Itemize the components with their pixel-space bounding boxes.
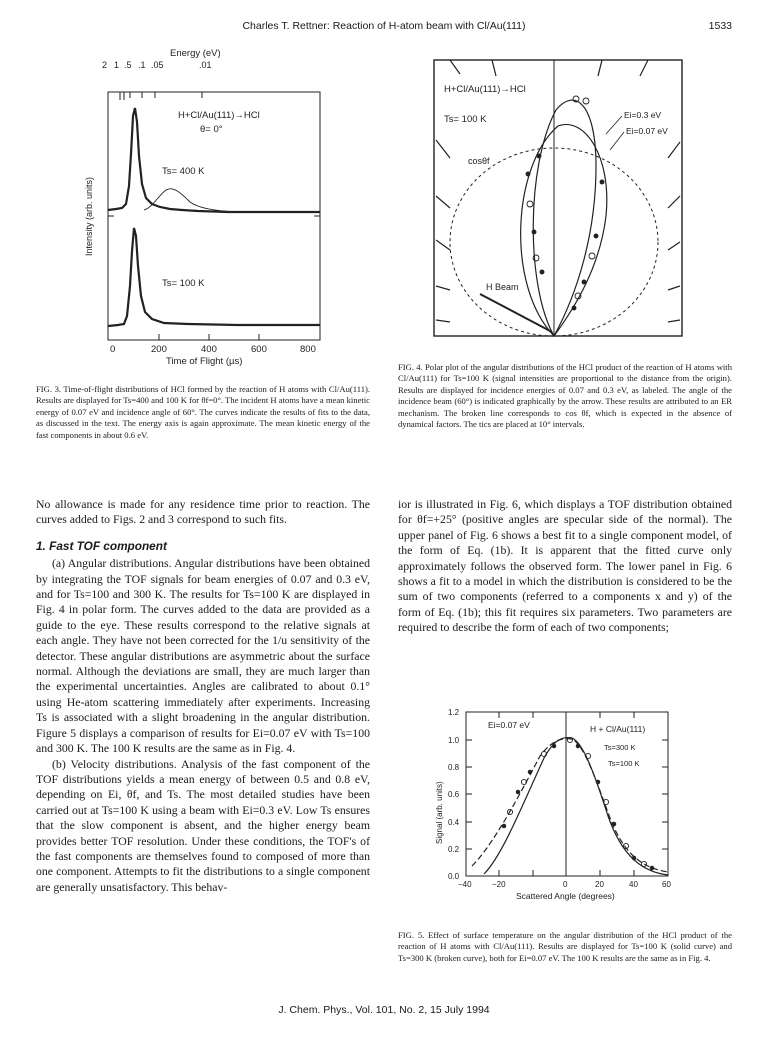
fig3-angle-label: θ= 0°	[200, 124, 223, 135]
figure-3	[78, 46, 338, 366]
fig5-y-tick-label: 0.2	[448, 845, 460, 854]
fig3-reaction-label: H+Cl/Au(111)→HCl	[178, 110, 260, 121]
fig5-ts100-curve	[484, 738, 668, 875]
fig4-caption: FIG. 4. Polar plot of the angular distributions of the HCl product of the reaction of H atoms with Cl/Au(111) for Ts=100 K (signal intensities are proportional to the distance from the origin). Results are displayed for incidence energies of 0.07 and 0.3 eV, as labeled. The angle of the incidence beam (60°) is indicated graphically by the arrow. These results are attributed to an ER mechanism. The broken line corresponds to cos θf, which is expected in the absence of dynamical factors. The tics are placed at 10° intervals.	[398, 362, 732, 430]
fig4-reaction-label: H+Cl/Au(111)→HCl	[444, 84, 526, 95]
fig3-x-ticks	[110, 344, 316, 355]
fig3-x-tick-label: 200	[151, 344, 167, 355]
paragraph: No allowance is made for any residence time prior to reaction. The curves added to Figs. 2 and 3 correspond to such fits.	[36, 497, 370, 527]
paragraph: (b) Velocity distributions. Analysis of the fast component of the TOF distributions yields a mean energy of between 0.5 and 0.8 eV, depending on Ei, θf, and Ts. The most detailed studies have been carried out at Ts=100 K using a beam with Ei=0.3 eV. Low Ts ensures that the slow component is absent, and the higher energy beam provides better TOF resolution. Under these conditions, the TOF's of the fast components are themselves found to composed of more than one component. Attempts to fit the distributions to a single component are generally unsatisfactory. This behav-	[36, 756, 370, 894]
fig3-x-tick-label: 0	[110, 344, 116, 355]
fig3-top-tick-label: .05	[151, 60, 164, 70]
left-column	[36, 497, 370, 895]
fig5-x-ticks	[458, 880, 671, 889]
fig5-y-ticks	[448, 708, 460, 881]
fig3-top-axis-title: Energy (eV)	[170, 48, 221, 59]
fig5-ylabel: Signal (arb. units)	[435, 781, 444, 844]
running-title: Charles T. Rettner: Reaction of H-atom beam with Cl/Au(111)	[242, 20, 526, 32]
fig4-ts-label: Ts= 100 K	[444, 114, 487, 125]
running-header	[36, 20, 732, 36]
fig3-ts400-label: Ts= 400 K	[162, 166, 205, 177]
fig4-frame	[434, 60, 682, 336]
fig5-x-tick-label: 0	[563, 880, 568, 889]
paragraph: (a) Angular distributions. Angular distributions have been obtained by integrating the TOF signals for beam energies of 0.07 and 0.3 eV, and for Ts=100 and 300 K. The results for Ts=100 K are displayed in Fig. 4 in polar form. The curves added to the data are provided as a guide to the eye. These results correspond to the relative signals at each angle. They have not been corrected for the 1/u sensitivity of the detector. These angular distributions are asymmetric about the surface normal. Although the deviations are small, they are much larger than the experimental uncertainties. Angles are calibrated to about 0.1° using He-atom scattering immediately after experiments. Increasing Ts is associated with a slight broadening in the angular distribution. Figure 5 displays a comparison of results for Ei=0.07 eV with Ts=100 and 300 K. The 100 K results are the same as in Fig. 4.	[36, 556, 370, 756]
fig4-e03-leader	[606, 116, 622, 134]
fig4-e007-label: Ei=0.07 eV	[626, 126, 668, 136]
fig3-top-tick-label: 1	[114, 60, 120, 70]
paragraph: ior is illustrated in Fig. 6, which displays a TOF distribution obtained for θf=+25° (positive angles are specular side of the normal). The upper panel of Fig. 6 shows a best fit to a single component model, of the form of Eq. (1b). It is apparent that the fitted curve only approximately follows the observed form. The lower panel in Fig. 6 shows a fit to a model in which the distribution is considered to be the sum of two components (referred to a components x and y) of the form of Eq. (1b); this fit requires six parameters. Two parameters are required to describe the form of each of two components;	[398, 497, 732, 635]
fig3-ts100-label: Ts= 100 K	[162, 278, 205, 289]
fig5-data-points	[502, 737, 654, 869]
section-heading: 1. Fast TOF component	[36, 538, 167, 553]
fig5-y-tick-label: 0.6	[448, 790, 460, 799]
fig3-top-tick-label: .5	[124, 60, 132, 70]
right-column	[398, 497, 732, 636]
fig3-ylabel: Intensity (arb. units)	[84, 176, 94, 256]
figure-4	[426, 46, 690, 346]
fig5-xlabel: Scattered Angle (degrees)	[516, 891, 615, 901]
fig5-y-tick-label: 0.8	[448, 763, 460, 772]
fig3-top-tick-label: 2	[102, 60, 108, 70]
fig3-x-tick-label: 800	[300, 344, 316, 355]
fig5-x-tick-label: −40	[458, 880, 472, 889]
fig4-e007-leader	[610, 132, 624, 150]
fig5-y-tick-label: 1.2	[448, 708, 460, 717]
journal-footer: J. Chem. Phys., Vol. 101, No. 2, 15 July 1994	[278, 1004, 490, 1016]
fig4-e03-label: Ei=0.3 eV	[624, 110, 662, 120]
fig4-cos-label: cosθf	[468, 156, 490, 166]
fig3-caption: FIG. 3. Time-of-flight distributions of HCl formed by the reaction of H atoms with Cl/Au(111). Results are displayed for Ts=400 and 100 K for θf=0°. The incident H atoms have a mean kinetic energy of 0.07 eV and incidence angle of 60°. The curves indicate the results of fits to the data, as discussed in the text. The energy axis is again approximate. The mean kinetic energy of the fast components in about 0.6 eV.	[36, 384, 370, 440]
fig4-h-beam-label: H Beam	[486, 282, 519, 292]
fig5-y-tick-label: 0.4	[448, 818, 460, 827]
fig5-ts100-label: Ts=100 K	[608, 759, 640, 768]
fig3-top-tick-label: .01	[199, 60, 212, 70]
fig3-ts100-trace	[108, 228, 320, 326]
fig3-x-tick-label: 400	[201, 344, 217, 355]
fig4-angle-tics	[436, 60, 680, 322]
fig3-x-tick-label: 600	[251, 344, 267, 355]
fig3-xlabel: Time of Flight (µs)	[166, 356, 243, 366]
fig5-x-tick-label: −20	[492, 880, 506, 889]
fig5-x-tick-label: 60	[662, 880, 671, 889]
fig5-caption: FIG. 5. Effect of surface temperature on the angular distribution of the HCl product of the reaction of H atoms with Cl/Au(111). Results are displayed for Ts=100 K (solid curve) and Ts=300 K (broken curve), both for Ei=0.07 eV. The 100 K results are the same as in Fig. 4.	[398, 930, 732, 963]
fig5-frame	[466, 712, 668, 876]
fig5-ts300-label: Ts=300 K	[604, 743, 636, 752]
fig5-x-tick-label: 20	[595, 880, 604, 889]
fig5-y-tick-label: 1.0	[448, 736, 460, 745]
page-number: 1533	[708, 20, 732, 32]
figure-5	[432, 706, 696, 920]
fig5-energy-label: Ei=0.07 eV	[488, 720, 530, 730]
fig3-top-ticks	[102, 60, 212, 70]
fig3-top-tick-label: .1	[138, 60, 146, 70]
fig5-x-tick-label: 40	[629, 880, 638, 889]
fig5-reaction-label: H + Cl/Au(111)	[590, 724, 646, 734]
fig5-y-tick-label: 0.0	[448, 872, 460, 881]
fig5-ticks	[466, 712, 668, 876]
